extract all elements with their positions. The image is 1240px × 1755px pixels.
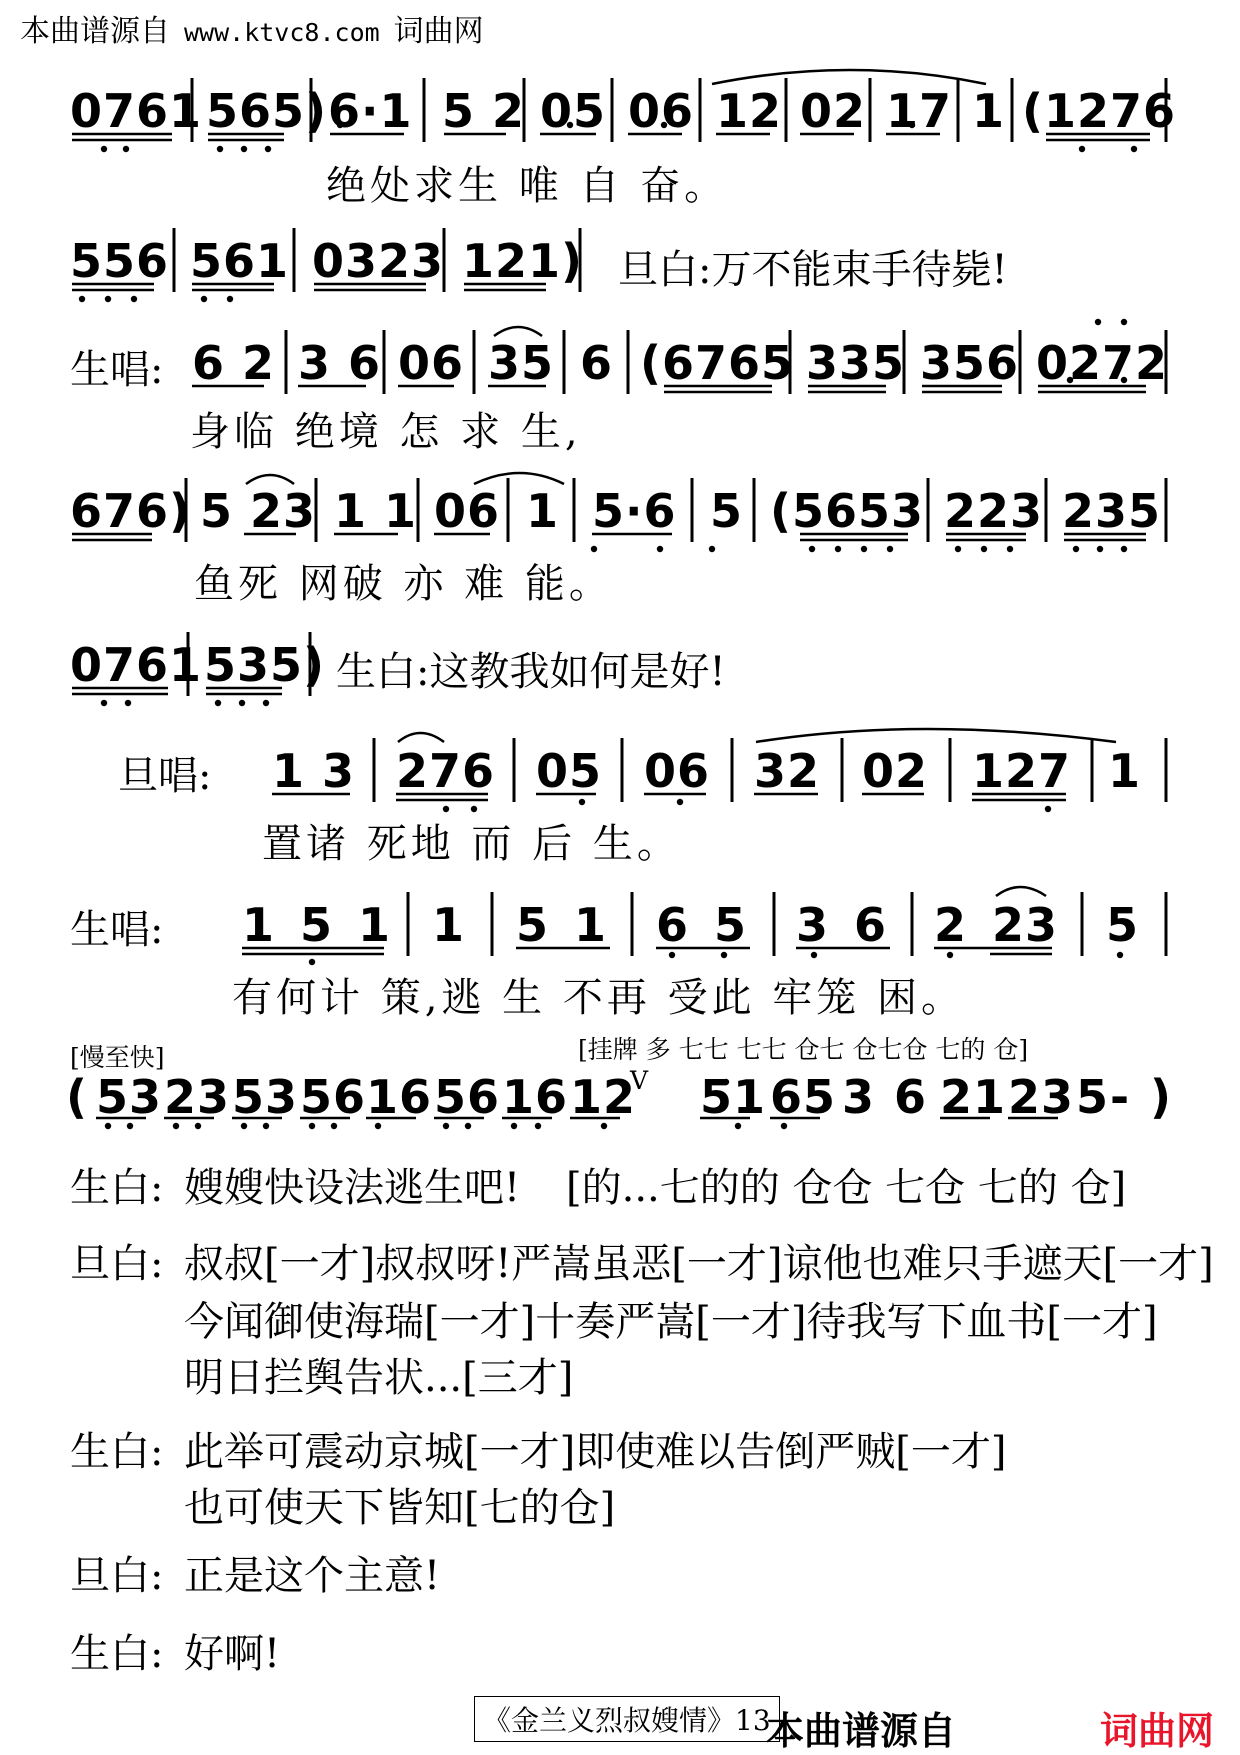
- measure: 6 5: [656, 898, 748, 952]
- measure: 02: [800, 84, 867, 138]
- dialogue-line: 嫂嫂快设法逃生吧!: [184, 1165, 521, 1211]
- measure: 356: [920, 336, 1020, 390]
- speaker-label: 生白:: [70, 1429, 164, 1475]
- measure: 556: [70, 234, 170, 288]
- measure: 0272: [1036, 336, 1169, 390]
- measure: 5 1: [516, 898, 608, 952]
- header-url: www.ktvc8.com: [184, 18, 380, 47]
- measure: 1: [526, 484, 560, 538]
- header-site: 词曲网: [393, 14, 484, 49]
- dialogue-line: 正是这个主意!: [184, 1553, 441, 1599]
- measure: (6765: [640, 336, 795, 390]
- speaker-label: 旦白:: [70, 1241, 164, 1287]
- measure: 5·6: [592, 484, 677, 538]
- measure: 0323: [312, 234, 445, 288]
- measure: 1 3: [272, 744, 356, 798]
- measure: 35: [488, 336, 555, 390]
- lyrics-line: 鱼死 网破 亦 难 能。: [194, 561, 613, 607]
- note-group: 21: [940, 1070, 1007, 1124]
- measure: 32: [754, 744, 821, 798]
- lyrics-line: 绝处求生 唯 自 奋。: [326, 163, 729, 209]
- measure: 121): [462, 234, 584, 288]
- measure: 06: [398, 336, 465, 390]
- measure: 12: [716, 84, 783, 138]
- dialogue-line: 也可使天下皆知[七的仓]: [184, 1485, 616, 1531]
- spoken-line: 生白:这教我如何是好!: [336, 649, 726, 695]
- note-group: 65: [770, 1070, 837, 1124]
- page-label: 《金兰义烈叔嫂情》13: [474, 1696, 780, 1742]
- dialogue-line: 好啊!: [184, 1631, 281, 1677]
- note-group: 23: [1008, 1070, 1075, 1124]
- speaker-label: 旦白:: [70, 1553, 164, 1599]
- measure: 676): [70, 484, 192, 538]
- measure: 235: [1062, 484, 1162, 538]
- measure: 6·1: [328, 84, 413, 138]
- role-label: 生唱:: [70, 907, 164, 953]
- note-group: 56: [300, 1070, 367, 1124]
- measure: 6 2: [192, 336, 276, 390]
- measure: 06: [628, 84, 695, 138]
- bracket: ): [1150, 1070, 1173, 1124]
- note-group: 5: [1076, 1070, 1110, 1124]
- note-group: 53: [232, 1070, 299, 1124]
- measure: 0761: [70, 638, 203, 692]
- lyrics-line: 身临 绝境 怎 求 生,: [190, 409, 582, 455]
- measure: 05: [540, 84, 607, 138]
- speaker-label: 生白:: [70, 1631, 164, 1677]
- note-group: 3: [842, 1070, 876, 1124]
- note-group: 56: [434, 1070, 501, 1124]
- measure: 05: [536, 744, 603, 798]
- note-group: 16: [502, 1070, 569, 1124]
- lyrics-line: 置诸 死地 而 后 生。: [262, 821, 681, 867]
- dialogue-line: 此举可震动京城[一才]即使难以告倒严贼[一才]: [184, 1429, 1007, 1475]
- header-brand: 本曲谱源自: [20, 14, 170, 49]
- measure: 5 2: [442, 84, 526, 138]
- measure: 127: [972, 744, 1072, 798]
- percussion-mark: [挂牌 多 七七 七七 仓七 仓七仓 七的 仓]: [578, 1035, 1029, 1064]
- measure: 1 5 1: [242, 898, 392, 952]
- measure: 276: [396, 744, 496, 798]
- measure: 1: [1108, 744, 1142, 798]
- note-group: -: [1110, 1070, 1131, 1124]
- measure: 6: [580, 336, 614, 390]
- note-group: 16: [366, 1070, 433, 1124]
- role-label: 生唱:: [70, 347, 164, 393]
- measure: 3 6: [796, 898, 888, 952]
- measure: 1: [972, 84, 1006, 138]
- role-label: 旦唱:: [118, 753, 212, 799]
- footer-site-logo: 词曲网: [1100, 1709, 1215, 1753]
- measure: (1276: [1022, 84, 1177, 138]
- measure: 5 23: [200, 484, 317, 538]
- measure: 1: [432, 898, 466, 952]
- measure: 5: [1106, 898, 1140, 952]
- measure: (5653: [770, 484, 925, 538]
- measure: 2 23: [934, 898, 1059, 952]
- note-group: 6: [894, 1070, 928, 1124]
- dialogue-line: 今闻御使海瑞[一才]十奏严嵩[一才]待我写下血书[一才]: [184, 1299, 1158, 1345]
- dialogue-line: 叔叔[一才]叔叔呀!严嵩虽恶[一才]谅他也难只手遮天[一才]: [184, 1241, 1214, 1287]
- note-group: 51: [700, 1070, 767, 1124]
- measure: 565): [206, 84, 328, 138]
- dialogue-line: 明日拦舆告状...[三才]: [184, 1355, 574, 1401]
- spoken-line: 旦白:万不能束手待毙!: [618, 247, 1008, 293]
- measure: 223: [944, 484, 1044, 538]
- measure: 06: [644, 744, 711, 798]
- breath-mark: V: [630, 1066, 649, 1095]
- measure: 561: [190, 234, 290, 288]
- measure: 5: [710, 484, 744, 538]
- note-group: 23: [164, 1070, 231, 1124]
- lyrics-line: 有何计 策,逃 生 不再 受此 牢笼 困。: [232, 975, 966, 1021]
- measure: 06: [434, 484, 501, 538]
- measure: 0761: [70, 84, 203, 138]
- measure: 335: [806, 336, 906, 390]
- measure: 3 6: [298, 336, 382, 390]
- tempo-mark: [慢至快]: [70, 1043, 165, 1072]
- measure: 17: [886, 84, 953, 138]
- footer-brand: 本曲谱源自: [766, 1709, 957, 1753]
- note-group: 12: [570, 1070, 637, 1124]
- measure: 535): [204, 638, 326, 692]
- speaker-label: 生白:: [70, 1165, 164, 1211]
- dialogue-line: [的...七的的 仓仓 七仓 七的 仓]: [566, 1165, 1127, 1211]
- bracket: (: [66, 1070, 89, 1124]
- measure: 1 1: [334, 484, 418, 538]
- measure: 02: [862, 744, 929, 798]
- note-group: 53: [96, 1070, 163, 1124]
